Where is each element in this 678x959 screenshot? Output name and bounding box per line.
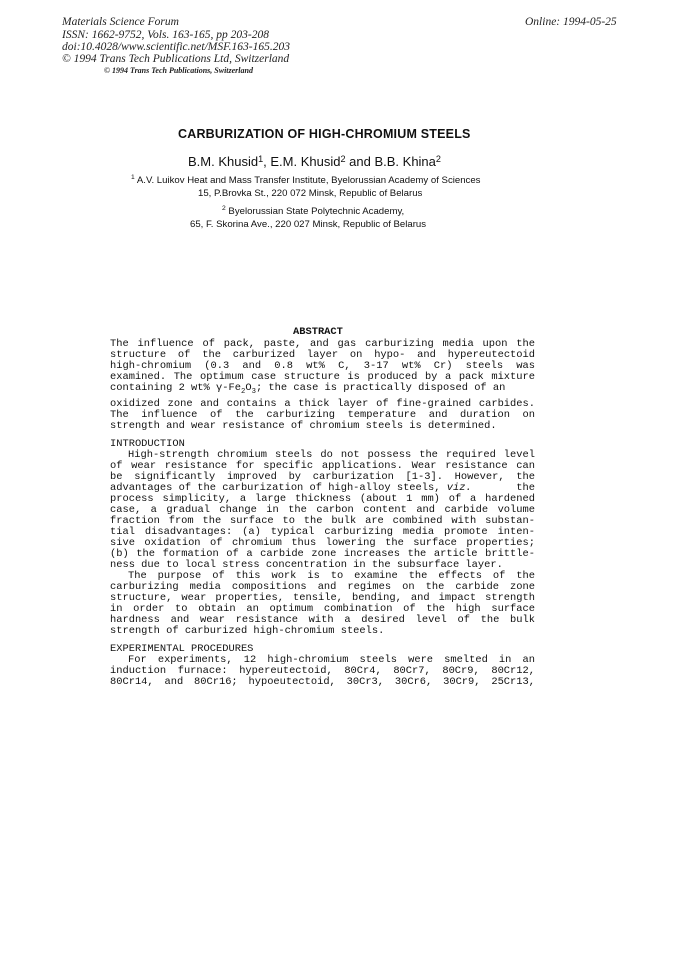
- affiliation-2-number: 2: [222, 205, 226, 212]
- experimental-heading: EXPERIMENTAL PROCEDURES: [110, 643, 254, 655]
- author-1: B.M. Khusid: [188, 154, 259, 169]
- abstract-line: examined. The optimum case structure is produced by a pack mixture: [110, 371, 535, 383]
- copyright-small: © 1994 Trans Tech Publications, Switzerland: [104, 66, 253, 75]
- intro-line: case, a gradual change in the carbon content and carbide volume: [110, 504, 535, 516]
- author-2-affil: 2: [340, 154, 346, 164]
- affiliation-2-line1: $^2$ Byelorussian State Polytechnic Academy,: [222, 205, 405, 217]
- author-1-affil: 1: [258, 154, 264, 164]
- author-3-affil: 2: [435, 154, 441, 164]
- intro-line: tial disadvantages: (a) typical carburizing media promote inten-: [110, 526, 535, 538]
- intro-line: advantages of the carburization of high-alloy steels, viz. the: [110, 482, 535, 494]
- abstract-line: strength and wear resistance of chromium steels is determined.: [110, 420, 497, 432]
- issn-line: ISSN: 1662-9752, Vols. 163-165, pp 203-208: [62, 29, 269, 41]
- intro-line: hardness and wear resistance with a desired level of the bulk: [110, 614, 535, 626]
- abstract-heading: ABSTRACT: [293, 326, 343, 338]
- paper-title: CARBURIZATION OF HIGH-CHROMIUM STEELS: [178, 127, 471, 141]
- intro-line: sive oxidation of chromium thus lowering the surface properties;: [110, 537, 535, 549]
- abstract-line: containing 2 wt% $\gamma-Fe_2O_3$; the case is practically disposed of an: [110, 382, 506, 396]
- journal-name: Materials Science Forum: [62, 16, 179, 28]
- intro-line: carburizing media compositions and regimes on the carbide zone: [110, 581, 535, 593]
- abstract-line: The influence of the carburizing temperature and duration on: [110, 409, 535, 421]
- online-date: Online: 1994-05-25: [525, 16, 617, 28]
- affiliation-1-number: 1: [131, 174, 135, 181]
- abstract-line: structure of the carburized layer on hypo- and hypereutectoid: [110, 349, 535, 361]
- author-and: and: [345, 154, 375, 169]
- intro-line: of wear resistance for specific applications. Wear resistance can: [110, 460, 535, 472]
- copyright-line: © 1994 Trans Tech Publications Ltd, Switzerland: [62, 53, 290, 65]
- doi-line[interactable]: doi:10.4028/www.scientific.net/MSF.163-165.203: [62, 41, 290, 53]
- author-3: B.B. Khina: [374, 154, 436, 169]
- affiliation-1-line2: 15, P.Brovka St., 220 072 Minsk, Republic of Belarus: [198, 188, 423, 199]
- experimental-line: induction furnace: hypereutectoid, 80Cr4, 80Cr7, 80Cr9, 80Cr12,: [110, 665, 535, 677]
- author-2: E.M. Khusid: [270, 154, 341, 169]
- intro-line: The purpose of this work is to examine the effects of the: [128, 570, 535, 582]
- abstract-line: high-chromium (0.3 and 0.8 wt% C, 3-17 wt% Cr) steels was: [110, 360, 535, 372]
- intro-line: strength of carburized high-chromium steels.: [110, 625, 385, 637]
- introduction-heading: INTRODUCTION: [110, 438, 185, 450]
- intro-line: in order to obtain an optimum combination of the high surface: [110, 603, 535, 615]
- abstract-line: The influence of pack, paste, and gas carburizing media upon the: [110, 338, 535, 350]
- affiliation-1-line1: $^1$ A.V. Luikov Heat and Mass Transfer Institute, Byelorussian Academy of Sciences: [131, 174, 481, 186]
- affiliation-2-line2: 65, F. Skorina Ave., 220 027 Minsk, Republic of Belarus: [190, 219, 427, 230]
- experimental-line: 80Cr14, and 80Cr16; hypoeutectoid, 30Cr3, 30Cr6, 30Cr9, 25Cr13,: [110, 676, 535, 688]
- intro-line: fraction from the surface to the bulk are combined with substan-: [110, 515, 535, 527]
- intro-line: (b) the formation of a carbide zone increases the article brittle-: [110, 548, 535, 560]
- intro-line: High-strength chromium steels do not possess the required level: [128, 449, 535, 461]
- abstract-line: oxidized zone and contains a thick layer of fine-grained carbides.: [110, 398, 535, 410]
- intro-line: structure, wear properties, tensile, bending, and impact strength: [110, 592, 535, 604]
- intro-line: be significantly improved by carburization [1-3]. However, the: [110, 471, 535, 483]
- intro-line: ness due to local stress concentration in the subsurface layer.: [110, 559, 503, 571]
- intro-line: process simplicity, a large thickness (about 1 mm) of a hardened: [110, 493, 535, 505]
- experimental-line: For experiments, 12 high-chromium steels were smelted in an: [128, 654, 535, 666]
- author-separator: ,: [263, 154, 271, 169]
- author-list: [188, 154, 441, 169]
